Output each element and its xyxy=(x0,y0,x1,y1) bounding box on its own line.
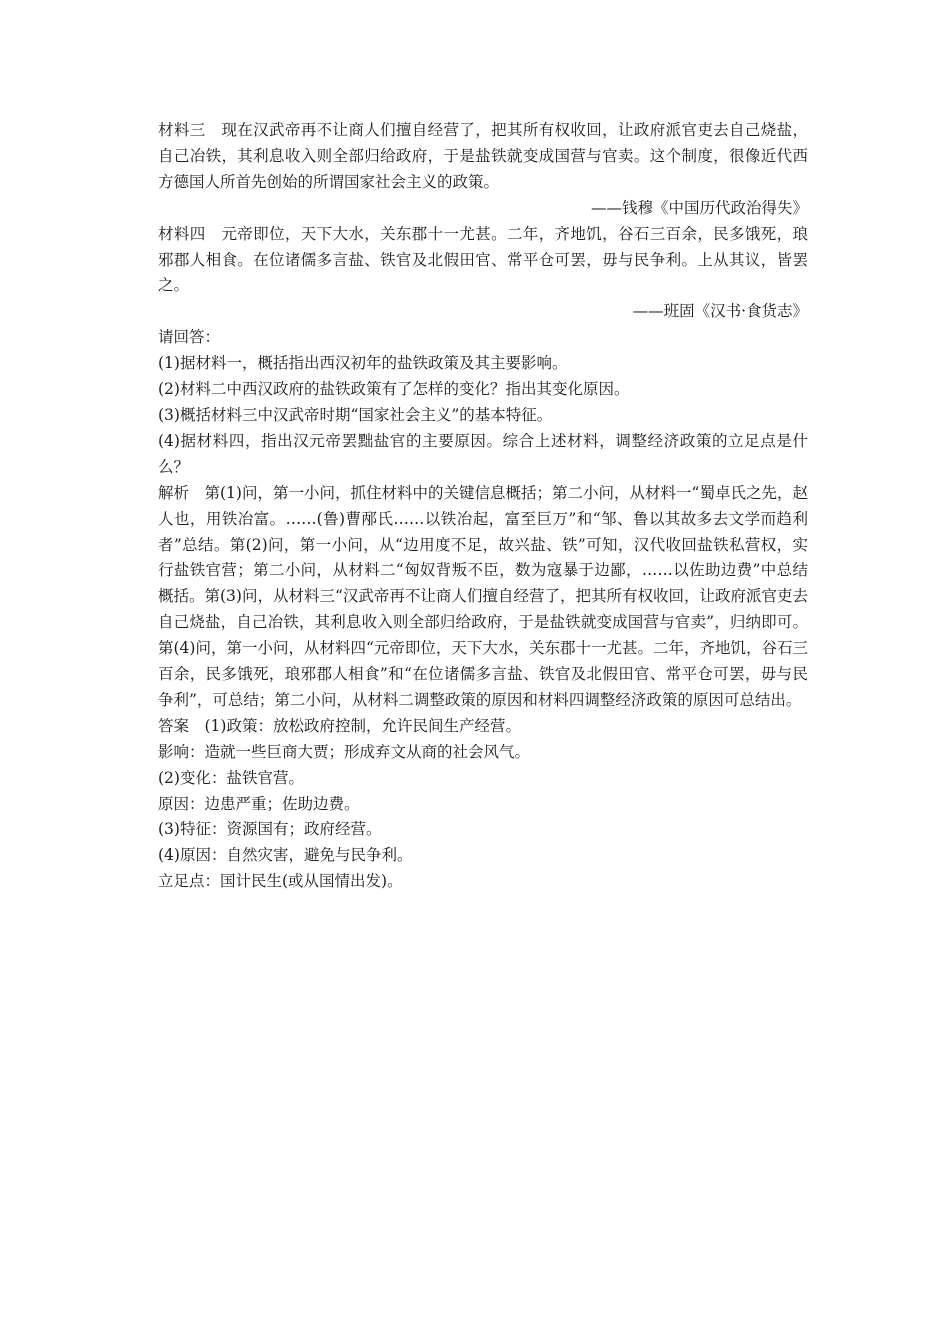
answer-1-impact: 影响：造就一些巨商大贾；形成弃文从商的社会风气。 xyxy=(158,742,531,761)
answer-3-feature: (3)特征：资源国有；政府经营。 xyxy=(158,820,382,839)
answer-2-change: (2)变化：盐铁官营。 xyxy=(158,768,304,787)
material-three-paragraph: 材料三 现在汉武帝再不让商人们擅自经营了，把其所有权收回，让政府派官吏去自己烧盐，自己冶铁，其利息收入则全部归给政府，于是盐铁就变成国营与官卖。这个制度，很像近代西方德国人所首先创始的所谓国家社会主义的政策。 xyxy=(158,121,808,191)
analysis-paragraph: 解析 第(1)问，第一小问，抓住材料中的关键信息概括；第二小问，从材料一“蜀卓氏之先，赵人也，用铁冶富。……(鲁)曹邴氏……以铁冶起，富至巨万”和“邹、鲁以其故多去文学而趋利者”总结。第(2)问，第一小问，从“边用度不足，故兴盐、铁”可知，汉代收回盐铁私营权，实行盐铁官营；第二小问，从材料二“匈奴背叛不臣，数为寇暴于边鄙，……以佐助边费”中总结概括。第(3)问，从材料三“汉武帝再不让商人们擅自经营了，把其所有权收回，让政府派官吏去自己烧盐，自己冶铁，其利息收入则全部归给政府，于是盐铁就变成国营与官卖”，归纳即可。第(4)问，第一小问，从材料四“元帝即位，天下大水，关东郡十一尤甚。二年，齐地饥，谷石三百余，民多饿死，琅邪郡人相食”和“在位诸儒多言盐、铁官及北假田官、常平仓可罢，毋与民争利”，可总结；第二小问，从材料二调整政策的原因和材料四调整经济政策的原因可总结出。 xyxy=(158,483,808,709)
question-3: (3)概括材料三中汉武帝时期“国家社会主义”的基本特征。 xyxy=(158,405,553,424)
material-three-source: ——钱穆《中国历代政治得失》 xyxy=(590,198,808,217)
answer-4-reason: (4)原因：自然灾害，避免与民争利。 xyxy=(158,846,413,865)
answer-4-basis: 立足点：国计民生(或从国情出发)。 xyxy=(158,872,403,891)
material-four-paragraph: 材料四 元帝即位，天下大水，关东郡十一尤甚。二年，齐地饥，谷石三百余，民多饿死，琅邪郡人相食。在位诸儒多言盐、铁官及北假田官、常平仓可罢，毋与民争利。上从其议，皆罢之。 xyxy=(158,224,808,295)
material-four-source: ——班固《汉书·食货志》 xyxy=(632,302,808,321)
question-4: (4)据材料四，指出汉元帝罢黜盐官的主要原因。综合上述材料，调整经济政策的立足点是什么？ xyxy=(158,431,808,476)
questions-intro: 请回答： xyxy=(158,328,221,347)
question-1: (1)据材料一，概括指出西汉初年的盐铁政策及其主要影响。 xyxy=(158,354,568,373)
answer-2-reason: 原因：边患严重；佐助边费。 xyxy=(158,794,360,813)
document-page xyxy=(158,118,808,895)
answer-1-policy: 答案 (1)政策：放松政府控制，允许民间生产经营。 xyxy=(158,716,521,735)
question-2: (2)材料二中西汉政府的盐铁政策有了怎样的变化？指出其变化原因。 xyxy=(158,380,630,399)
